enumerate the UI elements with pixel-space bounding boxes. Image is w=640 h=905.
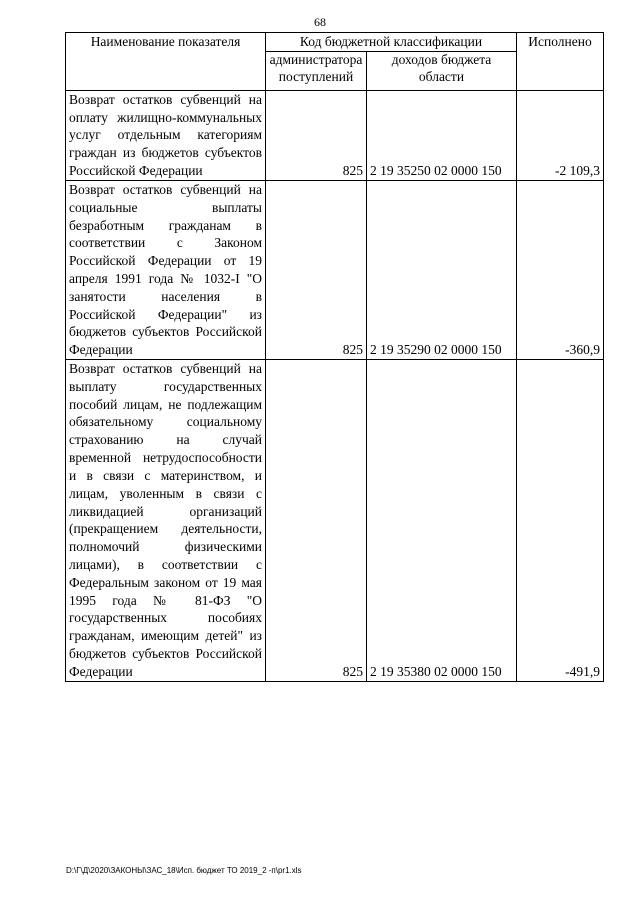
row-admin-code: 825 (266, 360, 367, 682)
row-revenue-code: 2 19 35290 02 0000 150 (367, 180, 517, 359)
table-row (66, 180, 604, 359)
row-revenue-code: 2 19 35380 02 0000 150 (367, 360, 517, 682)
table-row (66, 360, 604, 682)
table-row (66, 90, 604, 180)
file-path-footer: D:\Г\Д\2020\ЗАКОНЫ\ЗАС_18\Исп. бюджет ТО 2019_2 -п\pr1.xls (66, 866, 302, 875)
header-name: Наименование показателя (66, 33, 266, 91)
header-admin: администратора поступлений (266, 51, 367, 90)
header-executed: Исполнено (517, 33, 604, 91)
row-name: Возврат остатков субвенций на социальные выплаты безработным гражданам в соответствии с Законом Российской Федерации от 19 апреля 1991 года № 1032-I "О занятости населения в Российской Федерации" из бюджетов субъектов Российской Федерации (66, 180, 266, 359)
header-code-group: Код бюджетной классификации (266, 33, 517, 52)
header-row-top (66, 33, 604, 52)
row-admin-code: 825 (266, 90, 367, 180)
row-admin-code: 825 (266, 180, 367, 359)
row-amount: -491,9 (517, 360, 604, 682)
row-amount: -360,9 (517, 180, 604, 359)
row-name: Возврат остатков субвенций на выплату государственных пособий лицам, не подлежащим обязательному социальному страхованию на случай временной нетрудоспособности и в связи с материнством, и лицам, уволенным в связи с ликвидацией организаций (прекращением деятельности, полномочий физическими лицами), в соответствии с Федеральным законом от 19 мая 1995 года № 81-ФЗ "О государственных пособиях гражданам, имеющим детей" из бюджетов субъектов Российской Федерации (66, 360, 266, 682)
row-revenue-code: 2 19 35250 02 0000 150 (367, 90, 517, 180)
row-amount: -2 109,3 (517, 90, 604, 180)
header-revenue: доходов бюджета области (367, 51, 517, 90)
page-number: 68 (314, 15, 326, 29)
row-name: Возврат остатков субвенций на оплату жилищно-коммунальных услуг отдельным категориям граждан из бюджетов субъектов Российской Федерации (66, 90, 266, 180)
budget-table (65, 32, 604, 682)
